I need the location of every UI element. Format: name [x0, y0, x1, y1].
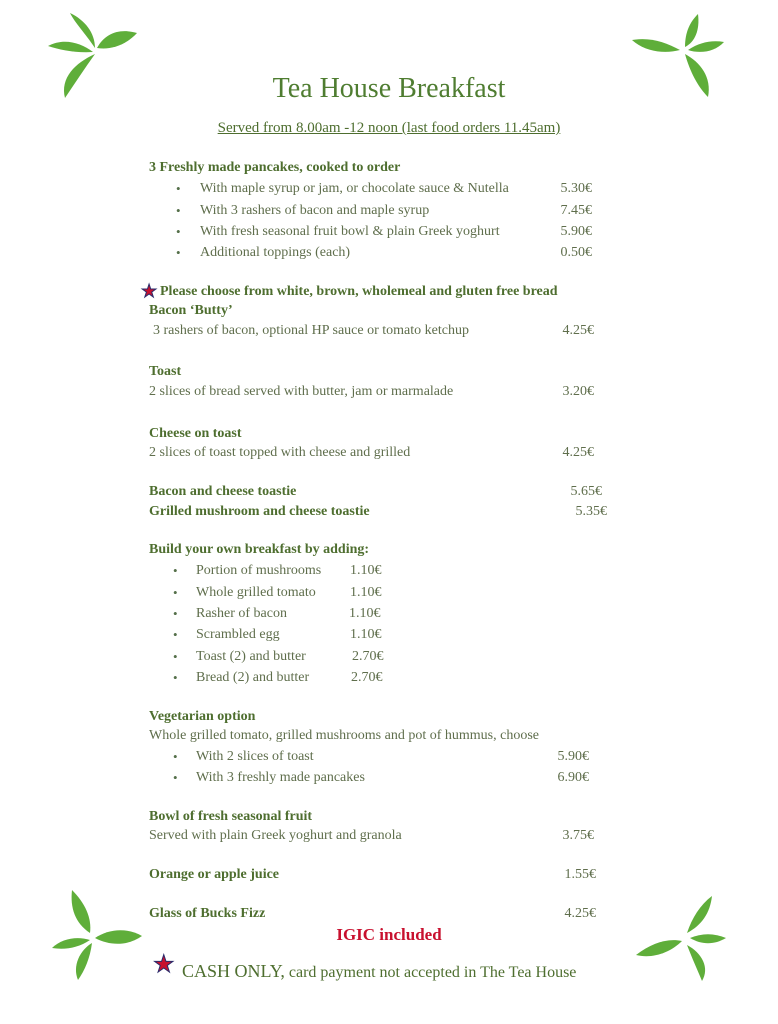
item-name: Additional toppings (each)	[200, 245, 351, 260]
item-price: 1.10€	[350, 627, 382, 642]
butty-desc: 3 rashers of bacon, optional HP sauce or tomato ketchup	[153, 323, 469, 338]
item-price: 1.10€	[350, 563, 382, 578]
item-name: With 3 rashers of bacon and maple syrup	[200, 203, 430, 218]
bullet-icon: •	[176, 245, 181, 260]
item-price: 2.70€	[352, 649, 384, 664]
igic-note: IGIC included	[336, 925, 442, 944]
bullet-icon: •	[173, 649, 178, 664]
item-price: 7.45€	[560, 203, 592, 218]
fizz-name: Glass of Bucks Fizz	[149, 906, 266, 921]
juice-name: Orange or apple juice	[149, 867, 280, 882]
pancakes-heading: 3 Freshly made pancakes, cooked to order	[149, 160, 401, 175]
serving-hours: Served from 8.00am -12 noon (last food orders 11.45am)	[217, 120, 561, 136]
item-name: With 2 slices of toast	[196, 749, 314, 764]
toastie-name: Bacon and cheese toastie	[149, 484, 297, 499]
fruit-desc: Served with plain Greek yoghurt and granola	[149, 828, 402, 843]
toast-heading: Toast	[149, 364, 182, 379]
cheese-toast-price: 4.25€	[562, 445, 594, 460]
cheese-toast-heading: Cheese on toast	[149, 426, 242, 441]
veg-desc: Whole grilled tomato, grilled mushrooms and pot of hummus, choose	[149, 728, 539, 743]
star-icon: ★	[153, 952, 175, 978]
bullet-icon: •	[173, 770, 178, 785]
fizz-price: 4.25€	[564, 906, 596, 921]
bullet-icon: •	[173, 606, 178, 621]
item-name: Toast (2) and butter	[196, 649, 306, 664]
bullet-icon: •	[176, 181, 181, 196]
bullet-icon: •	[176, 224, 181, 239]
item-price: 1.10€	[349, 606, 381, 621]
fruit-price: 3.75€	[562, 828, 594, 843]
cheese-toast-desc: 2 slices of toast topped with cheese and grilled	[149, 445, 411, 460]
star-icon: ★	[141, 281, 158, 301]
bullet-icon: •	[173, 670, 178, 685]
bullet-icon: •	[173, 627, 178, 642]
cash-only-label: CASH ONLY,	[182, 961, 285, 981]
toast-desc: 2 slices of bread served with butter, jam or marmalade	[149, 384, 454, 399]
item-name: Portion of mushrooms	[196, 563, 322, 578]
bullet-icon: •	[173, 585, 178, 600]
item-name: Scrambled egg	[196, 627, 280, 642]
item-name: Rasher of bacon	[196, 606, 287, 621]
bullet-icon: •	[176, 203, 181, 218]
build-heading: Build your own breakfast by adding:	[149, 542, 370, 557]
juice-price: 1.55€	[564, 867, 596, 882]
bullet-icon: •	[173, 563, 178, 578]
item-price: 0.50€	[560, 245, 592, 260]
item-price: 6.90€	[557, 770, 589, 785]
item-price: 5.30€	[560, 181, 592, 196]
item-price: 2.70€	[351, 670, 383, 685]
item-price: 5.90€	[557, 749, 589, 764]
veg-heading: Vegetarian option	[149, 709, 256, 724]
bread-note: Please choose from white, brown, wholemeal and gluten free bread	[160, 284, 558, 299]
item-price: 1.10€	[350, 585, 382, 600]
page-title: Tea House Breakfast	[272, 73, 506, 104]
toast-price: 3.20€	[562, 384, 594, 399]
item-name: Whole grilled tomato	[196, 585, 316, 600]
bullet-icon: •	[173, 749, 178, 764]
toastie-name: Grilled mushroom and cheese toastie	[149, 504, 370, 519]
item-name: With fresh seasonal fruit bowl & plain Greek yoghurt	[200, 224, 500, 239]
item-name: With 3 freshly made pancakes	[196, 770, 365, 785]
item-name: Bread (2) and butter	[196, 670, 310, 685]
cash-only-note	[182, 961, 576, 982]
cash-only-detail: card payment not accepted in The Tea House	[284, 964, 577, 981]
toastie-price: 5.35€	[575, 504, 607, 519]
item-name: With maple syrup or jam, or chocolate sauce & Nutella	[200, 181, 509, 196]
toastie-price: 5.65€	[570, 484, 602, 499]
butty-heading: Bacon ‘Butty’	[149, 303, 233, 318]
fruit-heading: Bowl of fresh seasonal fruit	[149, 809, 313, 824]
item-price: 5.90€	[560, 224, 592, 239]
butty-price: 4.25€	[562, 323, 594, 338]
